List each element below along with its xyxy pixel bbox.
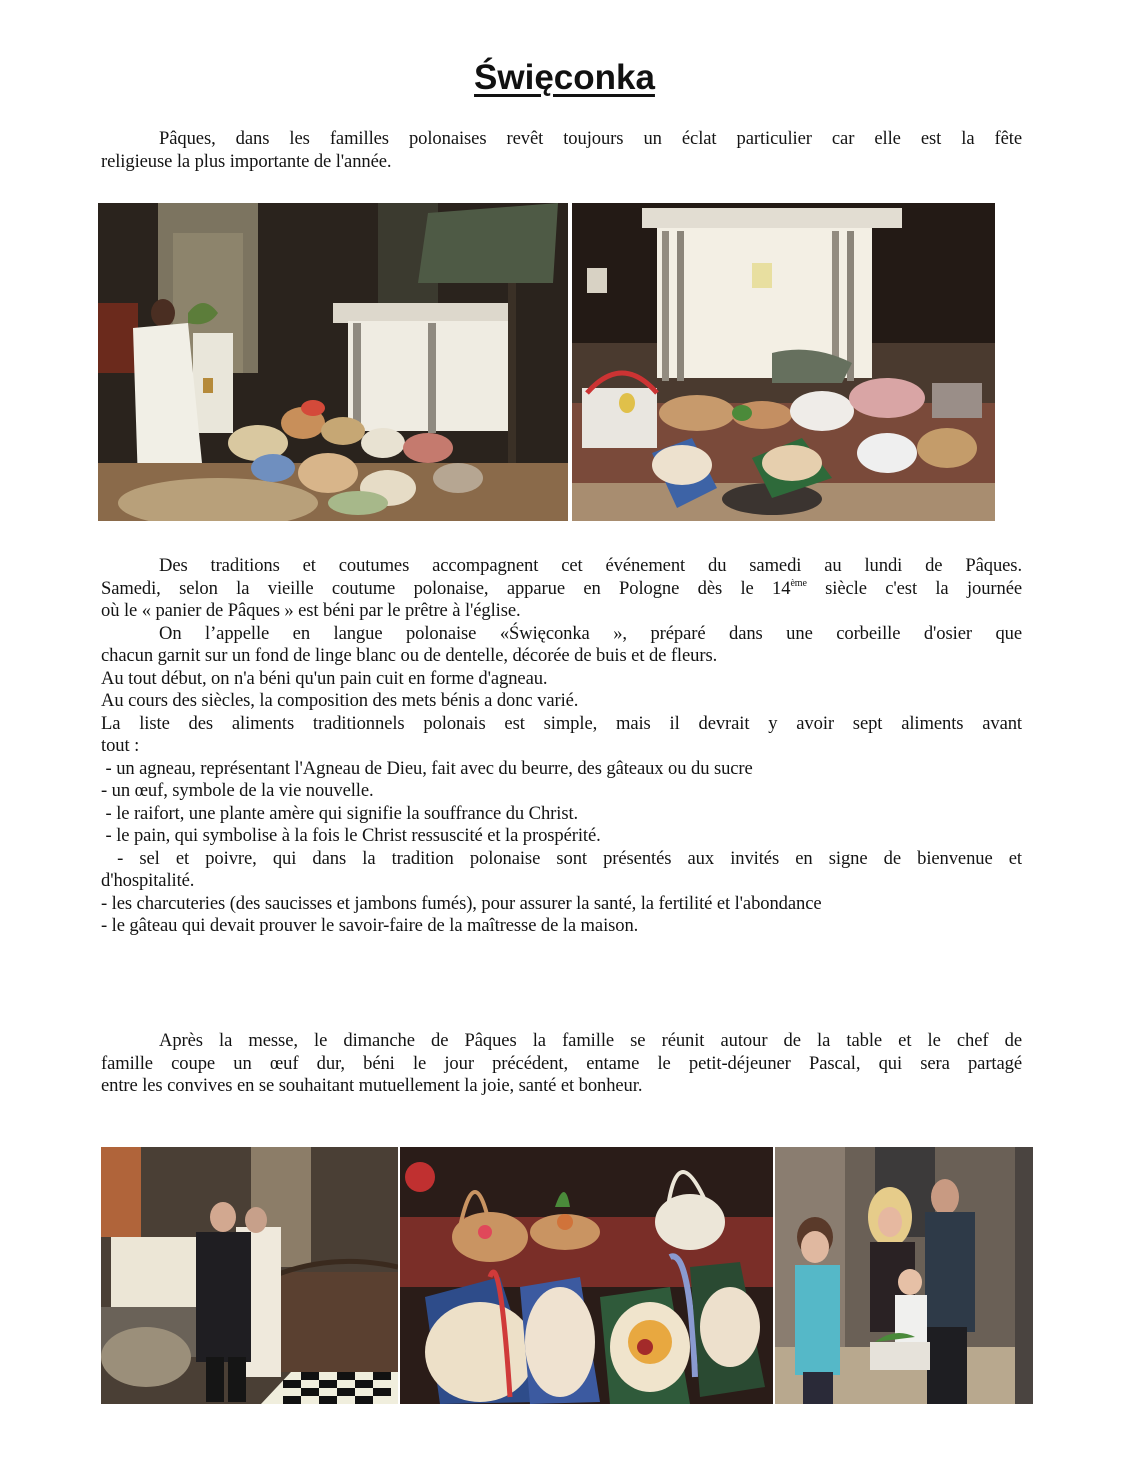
traditions-line-2b: siècle c'est la journée [806, 577, 1022, 599]
after-mass-line-2: famille coupe un œuf dur, béni le jour précédent, entame le petit-déjeuner Pascal, qui sera partagé [101, 1052, 1022, 1074]
list-item-charcuterie: - les charcuteries (des saucisses et jambons fumés), pour assurer la santé, la fertilité et l'abondance [101, 892, 822, 914]
list-item-salt-pepper: - sel et poivre, qui dans la tradition polonaise sont présentés aux invités en signe de bienvenue et [101, 847, 1022, 869]
page-title: Święconka [474, 58, 655, 97]
intro-line-2: religieuse la plus importante de l'année. [101, 150, 392, 172]
church-photo-image [98, 203, 568, 521]
list-item-bread: - le pain, qui symbolise à la fois le Christ ressuscité et la prospérité. [101, 825, 601, 846]
list-intro-line-2: tout : [101, 735, 140, 756]
list-item-egg: - un œuf, symbole de la vie nouvelle. [101, 780, 374, 801]
composition-line: Au cours des siècles, la composition des mets bénis a donc varié. [101, 690, 579, 711]
list-item-lamb: - un agneau, représentant l'Agneau de Dieu, fait avec du beurre, des gâteaux ou du sucre [101, 757, 753, 779]
after-mass-line-1: Après la messe, le dimanche de Pâques la famille se réunit autour de la table et le chef de [159, 1030, 1022, 1051]
photo-family-with-basket [775, 1147, 1033, 1404]
photo-speaker-in-church [101, 1147, 398, 1404]
photo-baskets-before-altar [572, 203, 995, 521]
baskets-closeup-image [400, 1147, 773, 1404]
lamb-bread-line: Au tout début, on n'a béni qu'un pain cuit en forme d'agneau. [101, 667, 548, 689]
intro-paragraph [101, 128, 1022, 173]
altar-photo-image [572, 203, 995, 521]
photo-baskets-closeup [400, 1147, 773, 1404]
photo-priest-blessing-baskets [98, 203, 568, 521]
swieconka-line-1: On l’appelle en langue polonaise «Święconka », préparé dans une corbeille d'osier que [159, 622, 1022, 644]
after-mass-line-3: entre les convives en se souhaitant mutuellement la joie, santé et bonheur. [101, 1075, 643, 1096]
traditions-line-1: Des traditions et coutumes accompagnent cet événement du samedi au lundi de Pâques. [159, 555, 1022, 576]
traditions-line-3: où le « panier de Pâques » est béni par le prêtre à l'église. [101, 600, 521, 621]
traditions-line-2a: Samedi, selon la vieille coutume polonaise, apparue en Pologne dès le 14 [101, 577, 791, 599]
after-mass-paragraph [101, 1030, 1022, 1098]
list-item-horseradish: - le raifort, une plante amère qui signifie la souffrance du Christ. [101, 802, 579, 824]
speaker-photo-image [101, 1147, 398, 1404]
swieconka-line-2: chacun garnit sur un fond de linge blanc ou de dentelle, décorée de buis et de fleurs. [101, 645, 718, 666]
list-intro-line-1: La liste des aliments traditionnels polonais est simple, mais il devrait y avoir sept aliments avant [101, 712, 1022, 734]
family-photo-image [775, 1147, 1033, 1404]
superscript-eme: ème [790, 577, 807, 589]
list-item-salt-pepper-cont: d'hospitalité. [101, 870, 195, 891]
traditions-paragraph [101, 555, 1022, 938]
list-item-cake: - le gâteau qui devait prouver le savoir-faire de la maîtresse de la maison. [101, 915, 639, 936]
intro-line-1: Pâques, dans les familles polonaises revêt toujours un éclat particulier car elle est la fête [159, 128, 1022, 149]
